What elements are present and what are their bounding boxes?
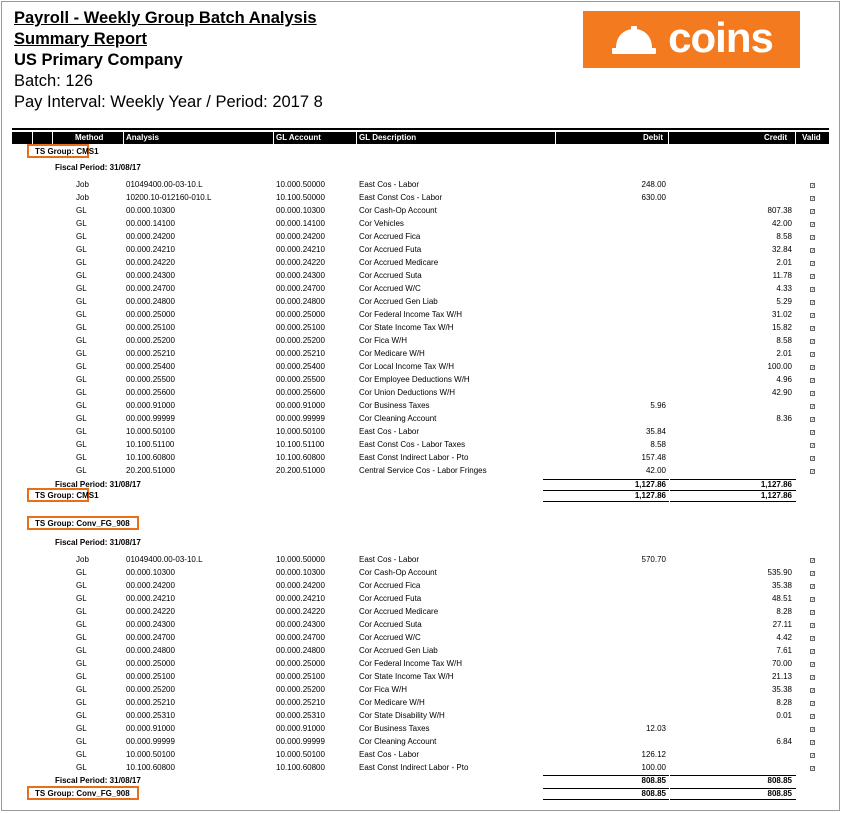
valid-checkbox-icon[interactable]: ✓ [811, 571, 816, 577]
row-gl-description: Cor Accrued W/C [359, 633, 421, 642]
row-analysis: 00.000.24210 [126, 245, 175, 254]
row-gl-account: 10.000.50000 [276, 555, 325, 564]
row-gl-description: Cor Cleaning Account [359, 414, 437, 423]
row-gl-account: 00.000.25400 [276, 362, 325, 371]
ts-group-label: TS Group: Conv_FG_908 [35, 519, 130, 528]
valid-checkbox-icon[interactable]: ✓ [811, 248, 816, 254]
row-analysis: 00.000.25210 [126, 349, 175, 358]
row-method: GL [76, 711, 87, 720]
group-under-rule-credit [670, 799, 796, 800]
fiscal-period-label: Fiscal Period: 31/08/17 [55, 538, 141, 547]
row-gl-description: Cor Accrued Medicare [359, 258, 439, 267]
row-analysis: 10200.10-012160-010.L [126, 193, 212, 202]
row-gl-description: Cor Accrued Fica [359, 581, 421, 590]
col-analysis: Analysis [126, 133, 159, 142]
row-gl-account: 00.000.99999 [276, 737, 325, 746]
row-method: Job [76, 180, 89, 189]
row-credit: 35.38 [771, 685, 792, 694]
ts-group-total-label: TS Group: CMS1 [35, 491, 99, 500]
row-gl-account: 00.000.25000 [276, 310, 325, 319]
row-analysis: 00.000.91000 [126, 401, 175, 410]
valid-checkbox-icon[interactable]: ✓ [811, 209, 816, 215]
row-gl-account: 00.000.24220 [276, 258, 325, 267]
group-total-credit: 1,127.86 [760, 491, 792, 500]
valid-checkbox-icon[interactable]: ✓ [811, 430, 816, 436]
period-total-debit: 1,127.86 [634, 480, 666, 489]
row-analysis: 00.000.25210 [126, 698, 175, 707]
row-analysis: 00.000.24700 [126, 633, 175, 642]
row-credit: 70.00 [771, 659, 792, 668]
valid-checkbox-icon[interactable]: ✓ [811, 326, 816, 332]
period-total-debit: 808.85 [641, 776, 666, 785]
ts-group-total-label: TS Group: Conv_FG_908 [35, 789, 130, 798]
row-analysis: 00.000.24800 [126, 646, 175, 655]
row-gl-description: Cor State Income Tax W/H [359, 323, 454, 332]
valid-checkbox-icon[interactable]: ✓ [811, 196, 816, 202]
row-debit: 12.03 [645, 724, 666, 733]
valid-checkbox-icon[interactable]: ✓ [811, 352, 816, 358]
row-gl-account: 10.000.50000 [276, 180, 325, 189]
row-debit: 570.70 [641, 555, 666, 564]
row-gl-account: 00.000.24210 [276, 594, 325, 603]
period-total-credit: 1,127.86 [760, 480, 792, 489]
valid-checkbox-icon[interactable]: ✓ [811, 584, 816, 590]
row-credit: 535.90 [767, 568, 792, 577]
row-debit: 5.96 [650, 401, 666, 410]
row-method: Job [76, 555, 89, 564]
row-gl-account: 00.000.25600 [276, 388, 325, 397]
group-under-rule-debit [543, 501, 669, 502]
row-gl-description: Cor Vehicles [359, 219, 404, 228]
row-debit: 8.58 [650, 440, 666, 449]
valid-checkbox-icon[interactable]: ✓ [811, 274, 816, 280]
row-gl-description: Central Service Cos - Labor Fringes [359, 466, 487, 475]
row-method: GL [76, 284, 87, 293]
row-analysis: 00.000.25200 [126, 685, 175, 694]
row-gl-description: Cor Medicare W/H [359, 698, 425, 707]
valid-checkbox-icon[interactable]: ✓ [811, 365, 816, 371]
col-gl-description: GL Description [359, 133, 417, 142]
valid-checkbox-icon[interactable]: ✓ [811, 675, 816, 681]
row-method: GL [76, 375, 87, 384]
row-credit: 42.00 [771, 219, 792, 228]
row-analysis: 10.100.51100 [126, 440, 175, 449]
row-gl-account: 20.200.51000 [276, 466, 325, 475]
row-analysis: 00.000.24200 [126, 581, 175, 590]
row-method: GL [76, 297, 87, 306]
row-credit: 4.33 [776, 284, 792, 293]
row-method: GL [76, 258, 87, 267]
valid-checkbox-icon[interactable]: ✓ [811, 753, 816, 759]
ts-group-header [27, 144, 99, 158]
row-gl-description: Cor State Income Tax W/H [359, 672, 454, 681]
row-debit: 248.00 [641, 180, 666, 189]
row-credit: 32.84 [771, 245, 792, 254]
row-analysis: 00.000.24220 [126, 607, 175, 616]
company-name: US Primary Company [14, 51, 183, 69]
report-subtitle: Summary Report [14, 30, 147, 48]
coins-logo [583, 11, 800, 68]
row-gl-description: Cor Accrued Suta [359, 620, 422, 629]
row-gl-account: 00.000.24700 [276, 633, 325, 642]
valid-checkbox-icon[interactable]: ✓ [811, 235, 816, 241]
valid-checkbox-icon[interactable]: ✓ [811, 649, 816, 655]
row-method: GL [76, 453, 87, 462]
row-gl-description: Cor Accrued Medicare [359, 607, 439, 616]
row-gl-description: Cor Fica W/H [359, 336, 407, 345]
row-analysis: 00.000.24700 [126, 284, 175, 293]
row-method: GL [76, 659, 87, 668]
row-analysis: 00.000.25500 [126, 375, 175, 384]
col-debit: Debit [643, 133, 663, 142]
row-gl-description: East Const Cos - Labor [359, 193, 443, 202]
row-gl-description: Cor Business Taxes [359, 724, 430, 733]
row-debit: 126.12 [641, 750, 666, 759]
row-debit: 630.00 [641, 193, 666, 202]
row-analysis: 00.000.24300 [126, 271, 175, 280]
row-gl-account: 00.000.24300 [276, 620, 325, 629]
valid-checkbox-icon[interactable]: ✓ [811, 300, 816, 306]
valid-checkbox-icon[interactable]: ✓ [811, 740, 816, 746]
row-method: GL [76, 750, 87, 759]
row-credit: 2.01 [776, 258, 792, 267]
row-analysis: 00.000.99999 [126, 737, 175, 746]
row-method: GL [76, 763, 87, 772]
row-credit: 8.28 [776, 698, 792, 707]
row-method: GL [76, 646, 87, 655]
row-method: GL [76, 336, 87, 345]
row-method: GL [76, 427, 87, 436]
row-credit: 11.78 [772, 271, 792, 280]
valid-checkbox-icon[interactable]: ✓ [811, 714, 816, 720]
row-gl-description: Cor Cash-Op Account [359, 568, 437, 577]
row-gl-account: 00.000.24220 [276, 607, 325, 616]
ts-group-label: TS Group: CMS1 [35, 147, 99, 156]
row-gl-account: 10.100.50000 [276, 193, 325, 202]
row-credit: 4.42 [776, 633, 792, 642]
valid-checkbox-icon[interactable]: ✓ [811, 636, 816, 642]
row-gl-description: Cor Federal Income Tax W/H [359, 659, 462, 668]
row-method: GL [76, 349, 87, 358]
row-gl-description: Cor Accrued Gen Liab [359, 297, 438, 306]
row-gl-description: Cor Accrued Suta [359, 271, 422, 280]
fiscal-period-label: Fiscal Period: 31/08/17 [55, 163, 141, 172]
row-gl-account: 00.000.25200 [276, 336, 325, 345]
period-total-credit: 808.85 [767, 776, 792, 785]
row-analysis: 10.100.60800 [126, 763, 175, 772]
column-header-bar [12, 132, 829, 144]
row-credit: 31.02 [771, 310, 792, 319]
row-credit: 5.29 [776, 297, 792, 306]
row-gl-description: Cor Accrued Futa [359, 594, 422, 603]
row-gl-description: Cor Employee Deductions W/H [359, 375, 470, 384]
row-analysis: 00.000.24800 [126, 297, 175, 306]
ts-group-total-box [27, 488, 99, 502]
row-credit: 27.11 [772, 620, 792, 629]
row-analysis: 10.100.60800 [126, 453, 175, 462]
row-gl-description: East Const Cos - Labor Taxes [359, 440, 466, 449]
report-title: Payroll - Weekly Group Batch Analysis [14, 9, 317, 27]
row-method: GL [76, 440, 87, 449]
row-credit: 807.38 [767, 206, 792, 215]
group-total-credit: 808.85 [767, 789, 792, 798]
row-analysis: 00.000.25100 [126, 323, 175, 332]
row-credit: 8.36 [776, 414, 792, 423]
row-method: GL [76, 685, 87, 694]
row-analysis: 01049400.00-03-10.L [126, 180, 203, 189]
row-gl-description: Cor Accrued W/C [359, 284, 421, 293]
row-gl-description: East Cos - Labor [359, 427, 420, 436]
row-analysis: 00.000.25400 [126, 362, 175, 371]
row-analysis: 00.000.10300 [126, 568, 175, 577]
pay-interval-label: Pay Interval: Weekly Year / Period: 2017 8 [14, 93, 323, 111]
valid-checkbox-icon[interactable]: ✓ [811, 597, 816, 603]
row-method: GL [76, 271, 87, 280]
row-analysis: 10.000.50100 [126, 750, 175, 759]
hard-hat-icon [610, 24, 658, 56]
row-debit: 42.00 [645, 466, 666, 475]
valid-checkbox-icon[interactable]: ✓ [811, 558, 816, 564]
row-method: GL [76, 672, 87, 681]
row-gl-description: Cor Federal Income Tax W/H [359, 310, 462, 319]
row-method: GL [76, 414, 87, 423]
row-credit: 15.82 [771, 323, 792, 332]
row-gl-account: 10.100.60800 [276, 453, 325, 462]
row-gl-account: 10.000.50100 [276, 427, 325, 436]
row-analysis: 00.000.24210 [126, 594, 175, 603]
row-method: GL [76, 219, 87, 228]
valid-checkbox-icon[interactable]: ✓ [811, 222, 816, 228]
row-analysis: 00.000.25600 [126, 388, 175, 397]
valid-checkbox-icon[interactable]: ✓ [811, 287, 816, 293]
row-gl-description: Cor Accrued Fica [359, 232, 421, 241]
row-gl-account: 00.000.14100 [276, 219, 325, 228]
col-valid: Valid [802, 133, 821, 142]
row-method: GL [76, 206, 87, 215]
row-gl-account: 00.000.99999 [276, 414, 325, 423]
row-gl-account: 10.100.60800 [276, 763, 325, 772]
row-credit: 48.51 [771, 594, 792, 603]
col-method: Method [75, 133, 104, 142]
group-under-rule-debit [543, 799, 669, 800]
row-analysis: 00.000.24300 [126, 620, 175, 629]
row-method: GL [76, 232, 87, 241]
row-method: GL [76, 568, 87, 577]
row-analysis: 00.000.25000 [126, 310, 175, 319]
row-gl-description: Cor Accrued Futa [359, 245, 422, 254]
row-gl-account: 00.000.24200 [276, 581, 325, 590]
logo-text: coins [668, 13, 773, 61]
row-method: GL [76, 633, 87, 642]
row-method: GL [76, 620, 87, 629]
valid-checkbox-icon[interactable]: ✓ [811, 417, 816, 423]
row-method: GL [76, 245, 87, 254]
group-total-debit: 1,127.86 [634, 491, 666, 500]
row-gl-account: 00.000.25210 [276, 349, 325, 358]
row-gl-account: 00.000.24210 [276, 245, 325, 254]
row-gl-account: 00.000.25100 [276, 672, 325, 681]
row-gl-account: 00.000.24300 [276, 271, 325, 280]
row-gl-description: East Const Indirect Labor - Pto [359, 453, 469, 462]
row-gl-description: Cor Fica W/H [359, 685, 407, 694]
valid-checkbox-icon[interactable]: ✓ [811, 378, 816, 384]
valid-checkbox-icon[interactable]: ✓ [811, 727, 816, 733]
row-gl-account: 00.000.25100 [276, 323, 325, 332]
fiscal-period-total-label: Fiscal Period: 31/08/17 [55, 776, 141, 785]
row-gl-account: 00.000.91000 [276, 401, 325, 410]
row-gl-description: Cor Accrued Gen Liab [359, 646, 438, 655]
row-method: GL [76, 724, 87, 733]
row-method: GL [76, 323, 87, 332]
row-credit: 42.90 [771, 388, 792, 397]
row-method: GL [76, 594, 87, 603]
row-gl-account: 00.000.10300 [276, 568, 325, 577]
row-gl-account: 00.000.25210 [276, 698, 325, 707]
row-analysis: 00.000.24220 [126, 258, 175, 267]
valid-checkbox-icon[interactable]: ✓ [811, 688, 816, 694]
row-method: GL [76, 737, 87, 746]
row-gl-account: 00.000.24700 [276, 284, 325, 293]
row-debit: 35.84 [645, 427, 666, 436]
row-method: GL [76, 698, 87, 707]
row-credit: 8.28 [776, 607, 792, 616]
group-under-rule-credit [670, 501, 796, 502]
ts-group-total-box [27, 786, 139, 800]
row-credit: 2.01 [776, 349, 792, 358]
row-gl-account: 00.000.25000 [276, 659, 325, 668]
row-credit: 4.96 [776, 375, 792, 384]
row-analysis: 00.000.25100 [126, 672, 175, 681]
valid-checkbox-icon[interactable]: ✓ [811, 261, 816, 267]
row-analysis: 00.000.91000 [126, 724, 175, 733]
batch-label: Batch: 126 [14, 72, 93, 90]
row-gl-description: Cor Medicare W/H [359, 349, 425, 358]
row-analysis: 00.000.14100 [126, 219, 175, 228]
valid-checkbox-icon[interactable]: ✓ [811, 404, 816, 410]
ts-group-header [27, 516, 139, 530]
row-analysis: 00.000.10300 [126, 206, 175, 215]
valid-checkbox-icon[interactable]: ✓ [811, 701, 816, 707]
row-gl-account: 00.000.25200 [276, 685, 325, 694]
row-gl-account: 00.000.24800 [276, 297, 325, 306]
row-gl-description: Cor Cash-Op Account [359, 206, 437, 215]
row-method: Job [76, 193, 89, 202]
row-gl-description: Cor State Disability W/H [359, 711, 445, 720]
valid-checkbox-icon[interactable]: ✓ [811, 443, 816, 449]
row-gl-account: 00.000.25500 [276, 375, 325, 384]
row-credit: 8.58 [776, 232, 792, 241]
col-credit: Credit [764, 133, 788, 142]
row-method: GL [76, 362, 87, 371]
row-method: GL [76, 401, 87, 410]
row-gl-account: 00.000.24200 [276, 232, 325, 241]
row-credit: 21.13 [771, 672, 792, 681]
row-method: GL [76, 310, 87, 319]
row-gl-description: East Cos - Labor [359, 555, 420, 564]
valid-checkbox-icon[interactable]: ✓ [811, 662, 816, 668]
row-credit: 35.38 [771, 581, 792, 590]
group-total-debit: 808.85 [641, 789, 666, 798]
row-method: GL [76, 581, 87, 590]
row-analysis: 01049400.00-03-10.L [126, 555, 203, 564]
row-analysis: 00.000.25200 [126, 336, 175, 345]
row-analysis: 00.000.99999 [126, 414, 175, 423]
row-gl-account: 00.000.24800 [276, 646, 325, 655]
row-method: GL [76, 388, 87, 397]
row-analysis: 00.000.24200 [126, 232, 175, 241]
row-gl-account: 00.000.91000 [276, 724, 325, 733]
row-gl-description: East Const Indirect Labor - Pto [359, 763, 469, 772]
row-credit: 6.84 [776, 737, 792, 746]
row-analysis: 10.000.50100 [126, 427, 175, 436]
row-method: GL [76, 466, 87, 475]
row-method: GL [76, 607, 87, 616]
row-gl-account: 10.100.51100 [276, 440, 325, 449]
valid-checkbox-icon[interactable]: ✓ [811, 391, 816, 397]
row-gl-description: East Cos - Labor [359, 180, 420, 189]
header-rule [12, 128, 829, 130]
valid-checkbox-icon[interactable]: ✓ [811, 610, 816, 616]
valid-checkbox-icon[interactable]: ✓ [811, 456, 816, 462]
valid-checkbox-icon[interactable]: ✓ [811, 313, 816, 319]
valid-checkbox-icon[interactable]: ✓ [811, 766, 816, 772]
row-gl-account: 10.000.50100 [276, 750, 325, 759]
row-credit: 8.58 [776, 336, 792, 345]
fiscal-period-total-label: Fiscal Period: 31/08/17 [55, 480, 141, 489]
valid-checkbox-icon[interactable]: ✓ [811, 339, 816, 345]
row-gl-account: 00.000.25310 [276, 711, 325, 720]
row-debit: 100.00 [641, 763, 666, 772]
row-analysis: 20.200.51000 [126, 466, 175, 475]
row-gl-description: Cor Cleaning Account [359, 737, 437, 746]
row-gl-account: 00.000.10300 [276, 206, 325, 215]
col-gl-account: GL Account [276, 133, 321, 142]
valid-checkbox-icon[interactable]: ✓ [811, 623, 816, 629]
row-credit: 0.01 [776, 711, 792, 720]
row-analysis: 00.000.25000 [126, 659, 175, 668]
row-gl-description: Cor Union Deductions W/H [359, 388, 456, 397]
valid-checkbox-icon[interactable]: ✓ [811, 469, 816, 475]
row-credit: 100.00 [767, 362, 792, 371]
valid-checkbox-icon[interactable]: ✓ [811, 183, 816, 189]
row-gl-description: East Cos - Labor [359, 750, 420, 759]
row-gl-description: Cor Local Income Tax W/H [359, 362, 454, 371]
row-credit: 7.61 [776, 646, 792, 655]
row-gl-description: Cor Business Taxes [359, 401, 430, 410]
row-debit: 157.48 [641, 453, 666, 462]
row-analysis: 00.000.25310 [126, 711, 175, 720]
